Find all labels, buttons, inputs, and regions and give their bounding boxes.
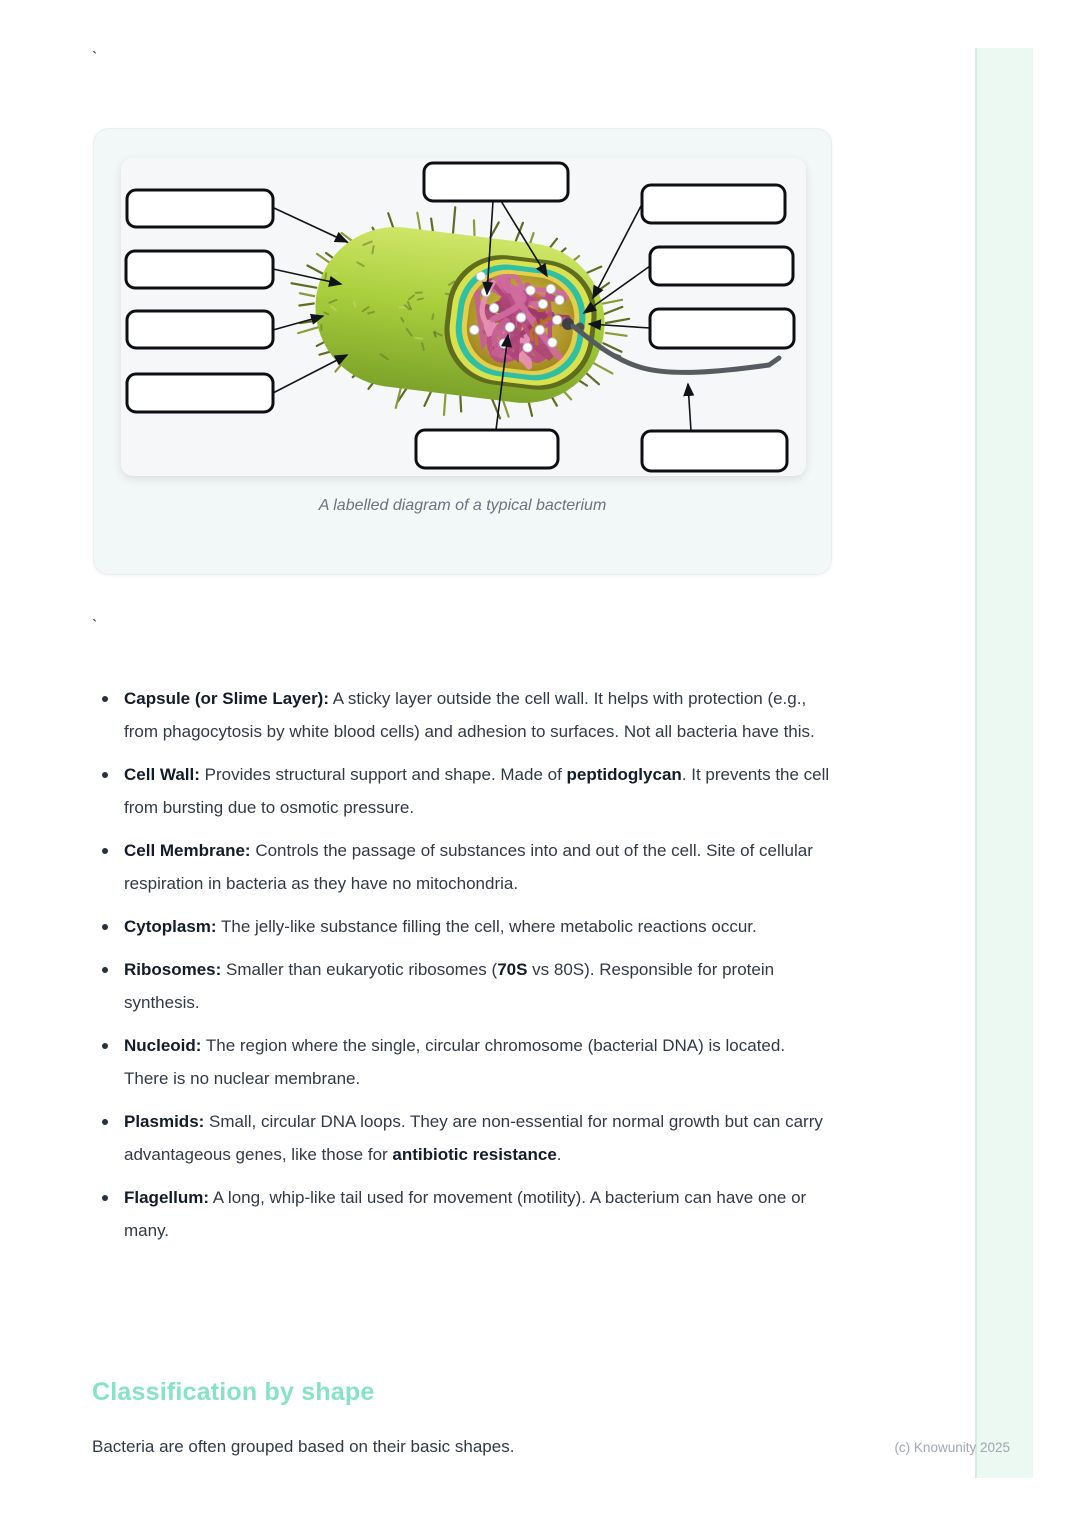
watermark: (c) Knowunity 2025 — [894, 1440, 1010, 1455]
figure-card — [93, 128, 832, 575]
list-item: Plasmids: Small, circular DNA loops. They are non-essential for normal growth but can carry advantageous genes, like those for antibiotic resistance. — [93, 1105, 830, 1171]
diagram-label-box — [642, 431, 787, 471]
bacterium-diagram — [121, 158, 806, 476]
structure-list — [93, 682, 830, 1257]
diagram-label-box — [424, 163, 568, 201]
stray-backtick-top: ` — [92, 50, 98, 67]
diagram-label-box — [642, 185, 785, 223]
list-item: Flagellum: A long, whip-like tail used for movement (motility). A bacterium can have one or many. — [93, 1181, 830, 1247]
list-item: Ribosomes: Smaller than eukaryotic ribosomes (70S vs 80S). Responsible for protein synthesis. — [93, 953, 830, 1019]
diagram-label-box — [127, 374, 273, 412]
diagram-label-box — [126, 251, 273, 288]
diagram-label-box — [127, 311, 273, 348]
figure-caption: A labelled diagram of a typical bacterium — [318, 497, 607, 514]
section-heading: Classification by shape — [92, 1378, 375, 1406]
list-item: Capsule (or Slime Layer): A sticky layer outside the cell wall. It helps with protection (e.g., from phagocytosis by white blood cells) and adhesion to surfaces. Not all bacteria have this. — [93, 682, 830, 748]
list-item: Cell Membrane: Controls the passage of substances into and out of the cell. Site of cellular respiration in bacteria as they have no mitochondria. — [93, 834, 830, 900]
diagram-label-box — [416, 430, 558, 468]
right-accent-stripe — [975, 48, 1033, 1478]
diagram-label-box — [127, 190, 273, 227]
diagram-panel — [121, 158, 806, 476]
diagram-label-box — [650, 247, 793, 285]
list-item: Cell Wall: Provides structural support and shape. Made of peptidoglycan. It prevents the cell from bursting due to osmotic pressure. — [93, 758, 830, 824]
stray-backtick-middle: ` — [92, 618, 98, 635]
list-item: Cytoplasm: The jelly-like substance filling the cell, where metabolic reactions occur. — [93, 910, 830, 943]
section-paragraph: Bacteria are often grouped based on their basic shapes. — [92, 1437, 515, 1456]
list-item: Nucleoid: The region where the single, circular chromosome (bacterial DNA) is located. There is no nuclear membrane. — [93, 1029, 830, 1095]
diagram-label-box — [650, 309, 794, 348]
